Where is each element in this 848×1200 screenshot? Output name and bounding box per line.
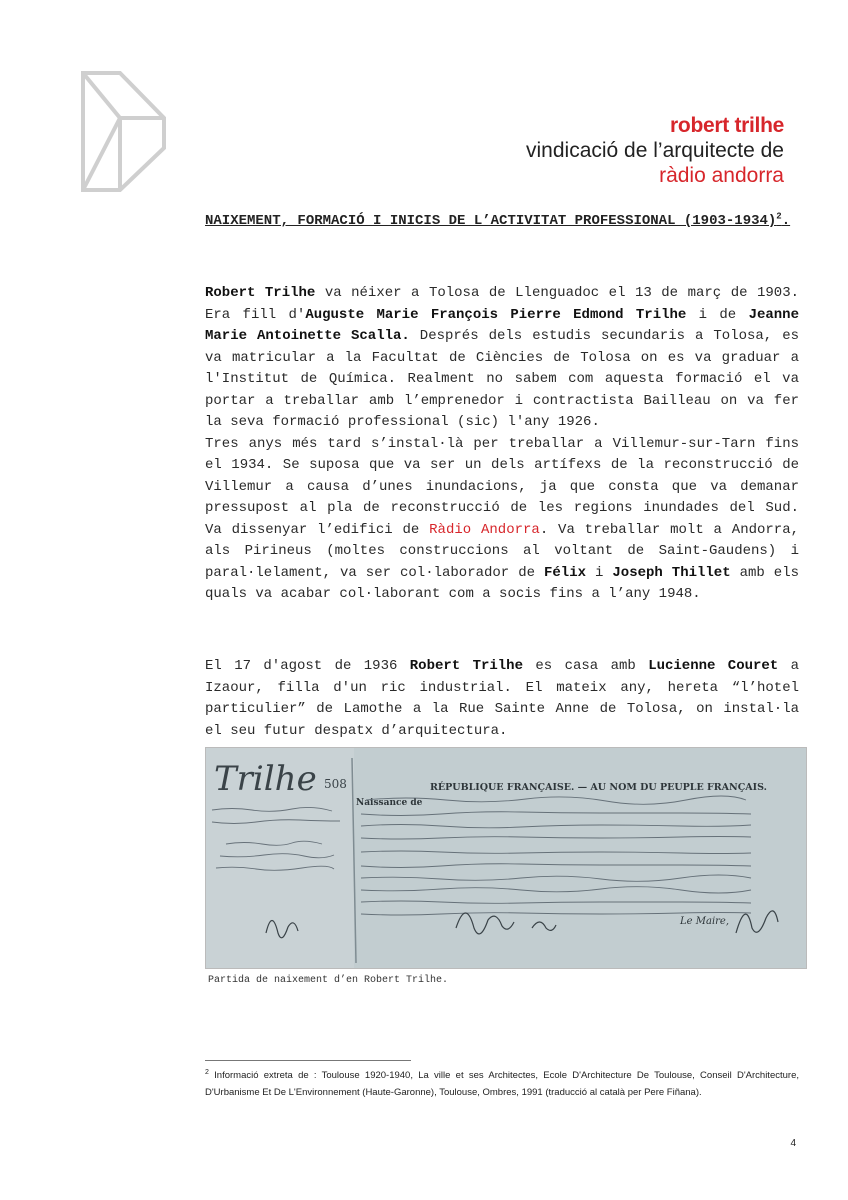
paragraph-biography: Robert Trilhe va néixer a Tolosa de Llenguadoc el 13 de març de 1903. Era fill d'Auguste Marie François Pierre Edmond Trilhe i de Jeanne Marie Antoinette Scalla. Després dels estudis secundaris a Tolosa, es va matricular a la Facultat de Ciències de Tolosa on es va graduar a l'Institut de Química. Realment no sabem com aquesta formació el va portar a treballar amb l’emprenedor i contractista Bailleau on va fer la seva formació professional (sic) l'any 1926. Tres anys més tard s’instal·là per treballar a Villemur-sur-Tarn fins el 1934. Se suposa que va ser un dels artífexs de la reconstrucció de Villemur a causa d’unes inundacions, ja que consta que va demanar pressupost al pla de reconstrucció de les regions inundades del Sud. Va dissenyar l’edifici de Ràdio Andorra. Va treballar molt a Andorra, als Pirineus (moltes construccions al voltant de Saint-Gaudens) i paral·lelament, va ser col·laborador de Félix i Joseph Thillet amb els quals va acabar col·laborant com a socis fins a l’any 1948. <box>205 285 800 602</box>
maire-label: Le Maire, <box>680 916 730 927</box>
brand-subtitle: vindicació de l’arquitecte de <box>526 139 784 162</box>
brand-subtitle-accent: ràdio andorra <box>659 164 784 187</box>
footnote-ref[interactable]: 2 <box>776 211 782 222</box>
footnote-divider <box>205 1060 411 1061</box>
page-number: 4 <box>790 1138 796 1149</box>
section-title: NAIXEMENT, FORMACIÓ I INICIS DE L’ACTIVITAT PROFESSIONAL (1903-1934)$^2$. <box>205 211 791 229</box>
footnote-text: Informació extreta de : Toulouse 1920-1940, La ville et ses Architectes, Ecole D'Architecture De Toulouse, Conseil D'Architecture, D'Urbanisme Et De L'Environnement (Haute-Garonne), Toulouse, Ombres, 1991 (traducció al català per Pere Fiñana). <box>205 1070 799 1098</box>
paragraph-marriage: El 17 d'agost de 1936 Robert Trilhe es casa amb Lucienne Couret a Izaour, filla d'un ric industrial. El mateix any, hereta “l’hotel particulier” de Lamothe a la Rue Sainte Anne de Tolosa, on instal·la el seu futur despatx d’arquitectura. <box>205 658 799 739</box>
image-caption: Partida de naixement d’en Robert Trilhe. <box>208 975 449 986</box>
footnote <box>205 1067 799 1101</box>
naissance-label: Naissance de <box>356 798 423 808</box>
footnote-number: 2 <box>205 1068 209 1076</box>
radio-andorra-link[interactable]: Ràdio Andorra <box>429 521 540 538</box>
brand-name: robert trilhe <box>670 114 784 137</box>
register-number: 508 <box>324 777 347 791</box>
certificate-heading: RÉPUBLIQUE FRANÇAISE. — AU NOM DU PEUPLE FRANÇAIS. <box>430 782 767 793</box>
certificate-image <box>206 748 807 969</box>
brand-header <box>526 113 784 188</box>
handwritten-name: Trilhe <box>214 759 317 799</box>
birth-certificate-photo <box>205 747 807 969</box>
logo-icon <box>80 70 166 192</box>
